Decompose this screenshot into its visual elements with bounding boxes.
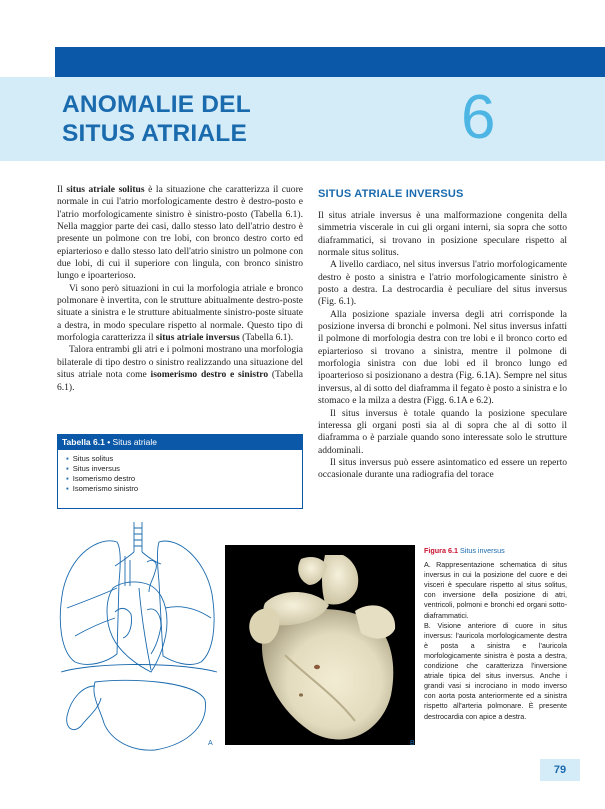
- right-text-column: [318, 210, 567, 482]
- figure-caption: [424, 546, 567, 722]
- caption-label: Figura 6.1: [424, 546, 458, 555]
- table-title: Situs atriale: [112, 437, 157, 447]
- paragraph-situs-inversus-intro: Vi sono però situazioni in cui la morfologia atriale e bronco polmonare è invertita, con le strutture abitualmente destro-poste situate a sinistra e le strutture abitualmente sinistro-poste situate a destra, in modo speculare rispetto al normale. Questo tipo di morfologia caratterizza il situs atriale inversus (Tabella 6.1).: [57, 282, 303, 344]
- paragraph: Alla posizione spaziale inversa degli atri corrisponde la posizione inversa di bronchi e polmoni. Nel situs inversus infatti il polmone di morfologia destra con tre lobi e il bronco corto ed epiarterioso si trovano a sinistra, mentre il polmone di morfologia sinistra con due lobi ed il bronco lungo ed ipoarterioso si posizionano a destra (Fig. 6.1A). Sempre nel situs inversus, al di sotto del diaframma il fegato è posto a sinistra e lo stomaco e la milza a destra (Figg. 6.1A e 6.2).: [318, 308, 567, 407]
- list-item: ▪ Isomerismo sinistro: [66, 484, 302, 494]
- stomach-outline: [67, 686, 101, 730]
- list-item: ▪ Isomerismo destro: [66, 474, 302, 484]
- left-text-column: [57, 184, 303, 394]
- figure-label-b: B: [410, 740, 415, 747]
- heart-chamber: [147, 609, 161, 654]
- chapter-number: 6: [461, 83, 496, 152]
- header-bar: [55, 47, 605, 77]
- caption-heading: [424, 546, 567, 556]
- caption-title: Situs inversus: [459, 546, 505, 555]
- lung-fissure: [165, 607, 211, 618]
- chapter-title-line1: ANOMALIE DEL: [62, 91, 251, 118]
- right-lung-outline: [60, 541, 120, 665]
- page-number: 79: [553, 764, 567, 776]
- list-item: ▪ Situs inversus: [66, 464, 302, 474]
- table-6-1: [57, 434, 303, 509]
- section-heading: SITUS ATRIALE INVERSUS: [318, 188, 464, 200]
- heart-outline: [107, 582, 167, 672]
- situs-inversus-schematic: [55, 522, 220, 754]
- table-header: Tabella 6.1 • Situs atriale: [58, 435, 302, 450]
- liver-outline: [94, 680, 206, 750]
- caption-part-a: A. Rappresentazione schematica di situs inversus in cui la posizione del cuore e dei visceri è speculare rispetto al situs solitus, con inversione della posizione di atri, ventricoli, polmoni e bronchi ed organi sotto-diaframmatici.: [424, 560, 567, 620]
- chapter-title-line2: SITUS ATRIALE: [62, 120, 247, 147]
- heart-specimen-photo: [225, 545, 415, 745]
- bronchi: [115, 552, 161, 566]
- chapter-title: [62, 90, 251, 148]
- table-label: Tabella 6.1: [62, 437, 105, 447]
- paragraph: Il situs inversus può essere asintomatico ed essere un reperto occasionale durante una radiografia del torace: [318, 456, 567, 481]
- specimen-spot: [314, 665, 320, 669]
- list-item: ▪ Situs solitus: [66, 454, 302, 464]
- paragraph: Il situs atriale inversus è una malformazione congenita della simmetria viscerale in cui gli organi interni, sia sopra che sotto diaframmatici, si trovano in posizione speculare rispetto al normale situs solitus.: [318, 210, 567, 259]
- caption-part-b: B. Visione anteriore di cuore in situs inversus: l'auricola morfologicamente destra è posta a sinistra e l'auricola morfologicamente sinistra è posta a destra, condizione che caratterizza l'inversione atriale tipica del situs inversus. Anche i grandi vasi si incrociano in modo inverso con aorta posta anteriormente ed a sinistra rispetto all'arteria polmonare. È presente destrocardia con apice a destra.: [424, 620, 567, 721]
- figure-label-a: A: [208, 740, 213, 747]
- trachea: [134, 522, 142, 552]
- paragraph-isomerismo: Talora entrambi gli atri e i polmoni mostrano una morfologia bilaterale di tipo destro o sinistro realizzando una situazione del situs atriale nota come isomerismo destro e sinistro (Tabella 6.1).: [57, 344, 303, 393]
- specimen-spot: [299, 693, 303, 696]
- paragraph: A livello cardiaco, nel situs inversus l'atrio morfologicamente destro è posto a sinistra e l'atrio morfologicamente sinistro è posto a destra. La destrocardia è peculiare del situs inversus (Fig. 6.1).: [318, 259, 567, 308]
- paragraph: Il situs inversus è totale quando la posizione speculare interessa gli organi posti sia al di sopra che al di sotto il diaframma o è parziale quando sono interessate solo le strutture addominali.: [318, 407, 567, 456]
- table-list: [58, 450, 302, 494]
- diaphragm: [61, 665, 217, 673]
- heart-septum: [139, 588, 151, 670]
- lung-fissure: [67, 588, 117, 608]
- heart-photo-art: [225, 545, 415, 745]
- left-lung-outline: [158, 541, 215, 664]
- paragraph-situs-solitus: Il situs atriale solitus è la situazione che caratterizza il cuore normale in cui l'atrio morfologicamente destro è destro-posto e l'atrio morfologicamente sinistro è sinistro-posto (Tabella 6.1). Nella maggior parte dei casi, dallo stesso lato dell'atrio destro è presente un polmone con tre lobi, con bronco destro corto ed epiarterioso e dallo stesso lato dell'atrio sinistro un polmone con due lobi, di cui il superiore con lingula, con bronco sinistro lungo e ipoarterioso.: [57, 184, 303, 282]
